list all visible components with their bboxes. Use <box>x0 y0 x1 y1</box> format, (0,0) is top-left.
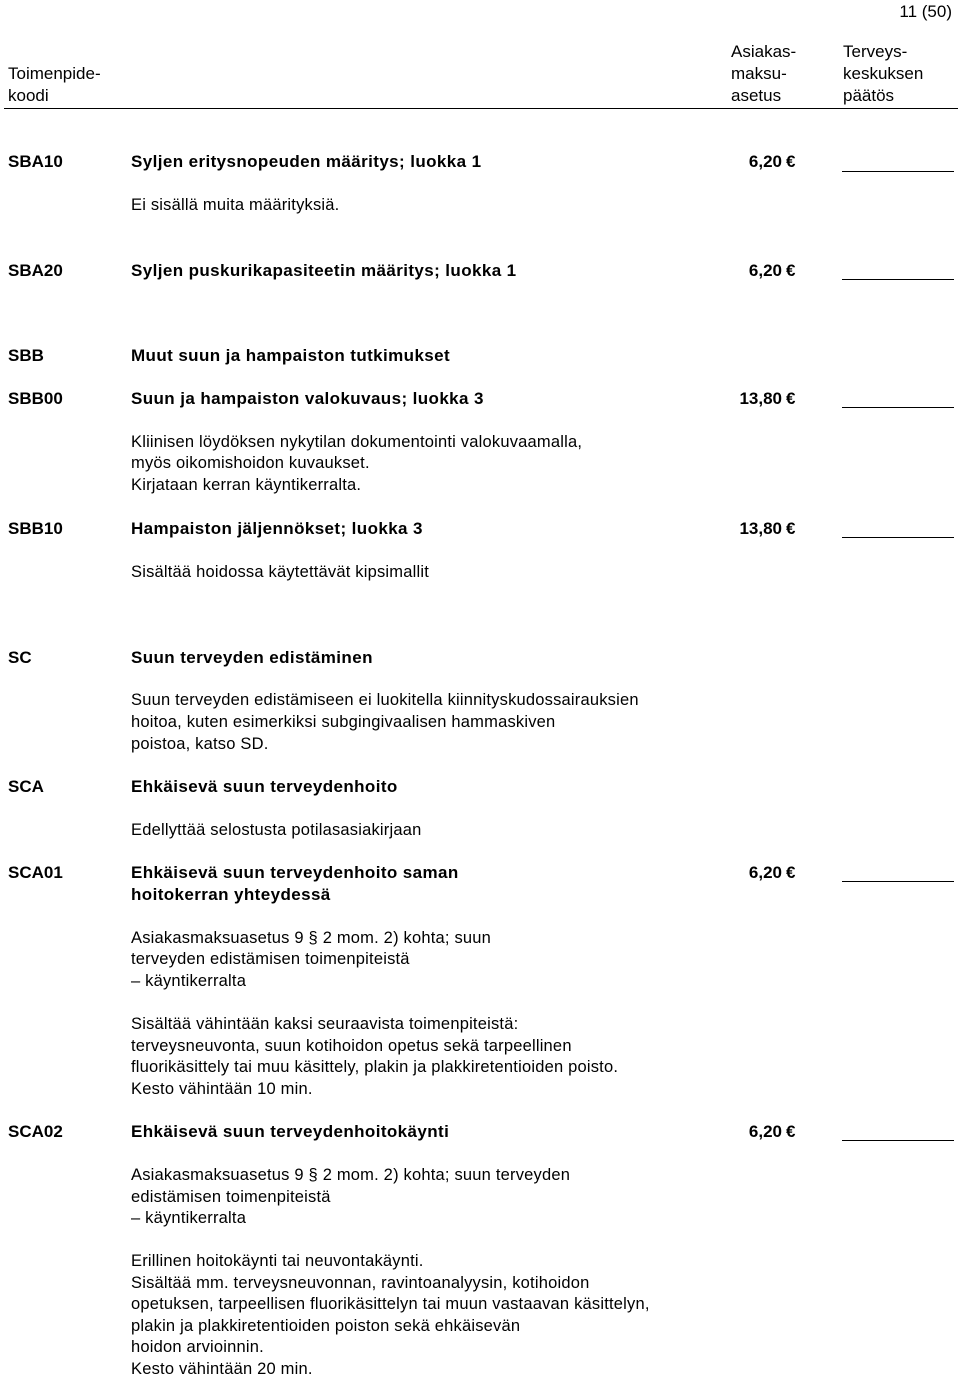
header-fee-line1: Asiakas- <box>731 42 797 61</box>
entry-note-line: opetuksen, tarpeellisen fluorikäsittelyn tai muun vastaavan käsittelyn, <box>131 1295 650 1313</box>
header-code-line2: koodi <box>8 86 49 105</box>
entry-note-line: fluorikäsittely tai muu käsittely, plakin ja plakkiretentioiden poisto. <box>131 1058 619 1076</box>
header-fee-line2: maksu- <box>731 64 787 83</box>
entry-note-line: hoitoa, kuten esimerkiksi subgingivaalisen hammaskiven <box>131 713 556 731</box>
entry-title: Ehkäisevä suun terveydenhoitokäynti <box>131 1122 450 1141</box>
header-decision-line1: Terveys- <box>843 42 908 61</box>
entry-code: SCA <box>8 777 44 796</box>
entry-code: SCA01 <box>8 863 63 882</box>
entry-title: Syljen eritysnopeuden määritys; luokka 1 <box>131 152 482 171</box>
entry-price: 13,80 <box>739 519 782 538</box>
page-number: 11 (50) <box>899 2 952 21</box>
decision-blank-line <box>842 881 954 882</box>
entry-code: SBA10 <box>8 152 63 171</box>
entry-title: Ehkäisevä suun terveydenhoito <box>131 777 398 796</box>
entry-title: Syljen puskurikapasiteetin määritys; luokka 1 <box>131 261 517 280</box>
entry-note-line: Erillinen hoitokäynti tai neuvontakäynti. <box>131 1252 424 1270</box>
entry-price: 6,20 <box>748 1122 782 1141</box>
decision-blank-line <box>842 171 954 172</box>
entry-note-line: edistämisen toimenpiteistä <box>131 1188 331 1206</box>
entry-note-line: terveyden edistämisen toimenpiteistä <box>131 950 410 968</box>
decision-blank-line <box>842 1140 954 1141</box>
entry-note-line: Asiakasmaksuasetus 9 § 2 mom. 2) kohta; suun <box>131 929 492 947</box>
entry-note-line: Kesto vähintään 20 min. <box>131 1360 313 1378</box>
entry-note: Ei sisällä muita määrityksiä. <box>131 196 340 214</box>
entry-note-line: terveysneuvonta, suun kotihoidon opetus sekä tarpeellinen <box>131 1037 572 1055</box>
entry-price: 6,20 <box>748 863 782 882</box>
entry-title: Hampaiston jäljennökset; luokka 3 <box>131 519 423 538</box>
entry-note-line: myös oikomishoidon kuvaukset. <box>131 454 370 472</box>
euro-symbol: € <box>786 863 796 882</box>
entry-note-line: Kliinisen löydöksen nykytilan dokumentointi valokuvaamalla, <box>131 433 583 451</box>
header-code-line1: Toimenpide- <box>8 64 101 83</box>
entry-code: SBB10 <box>8 519 63 538</box>
euro-symbol: € <box>786 152 796 171</box>
entry-code: SBB <box>8 346 44 365</box>
entry-title: Suun ja hampaiston valokuvaus; luokka 3 <box>131 389 484 408</box>
entry-note-line: – käyntikerralta <box>131 972 247 990</box>
euro-symbol: € <box>786 261 796 280</box>
entry-price: 6,20 <box>748 261 782 280</box>
header-decision-line2: keskuksen <box>843 64 924 83</box>
entry-note-line: Kesto vähintään 10 min. <box>131 1080 313 1098</box>
entry-note-line: hoidon arvioinnin. <box>131 1338 264 1356</box>
entry-title: Muut suun ja hampaiston tutkimukset <box>131 346 451 365</box>
entry-note-line: Suun terveyden edistämiseen ei luokitella kiinnityskudossairauksien <box>131 691 639 709</box>
entry-title: Suun terveyden edistäminen <box>131 648 373 667</box>
decision-blank-line <box>842 407 954 408</box>
entry-title-line: hoitokerran yhteydessä <box>131 885 331 904</box>
entry-code: SCA02 <box>8 1122 63 1141</box>
euro-symbol: € <box>786 519 796 538</box>
entry-note-line: Sisältää vähintään kaksi seuraavista toimenpiteistä: <box>131 1015 519 1033</box>
euro-symbol: € <box>786 389 796 408</box>
entry-note: Sisältää hoidossa käytettävät kipsimallit <box>131 563 430 581</box>
entry-note-line: Kirjataan kerran käyntikerralta. <box>131 476 362 494</box>
header-decision-line3: päätös <box>843 86 895 105</box>
entry-note-line: poistoa, katso SD. <box>131 735 269 753</box>
decision-blank-line <box>842 537 954 538</box>
entry-title-line: Ehkäisevä suun terveydenhoito saman <box>131 863 459 882</box>
entry-code: SBB00 <box>8 389 63 408</box>
header-fee-line3: asetus <box>731 86 782 105</box>
entry-price: 13,80 <box>739 389 782 408</box>
euro-symbol: € <box>786 1122 796 1141</box>
entry-note: Edellyttää selostusta potilasasiakirjaan <box>131 821 422 839</box>
entry-note-line: Asiakasmaksuasetus 9 § 2 mom. 2) kohta; suun terveyden <box>131 1166 571 1184</box>
entry-note-line: plakin ja plakkiretentioiden poiston sekä ehkäisevän <box>131 1317 521 1335</box>
entry-code: SBA20 <box>8 261 63 280</box>
entry-code: SC <box>8 648 32 667</box>
entry-note-line: – käyntikerralta <box>131 1209 247 1227</box>
entry-note-line: Sisältää mm. terveysneuvonnan, ravintoanalyysin, kotihoidon <box>131 1274 590 1292</box>
decision-blank-line <box>842 279 954 280</box>
header-divider <box>4 108 958 109</box>
entry-price: 6,20 <box>748 152 782 171</box>
